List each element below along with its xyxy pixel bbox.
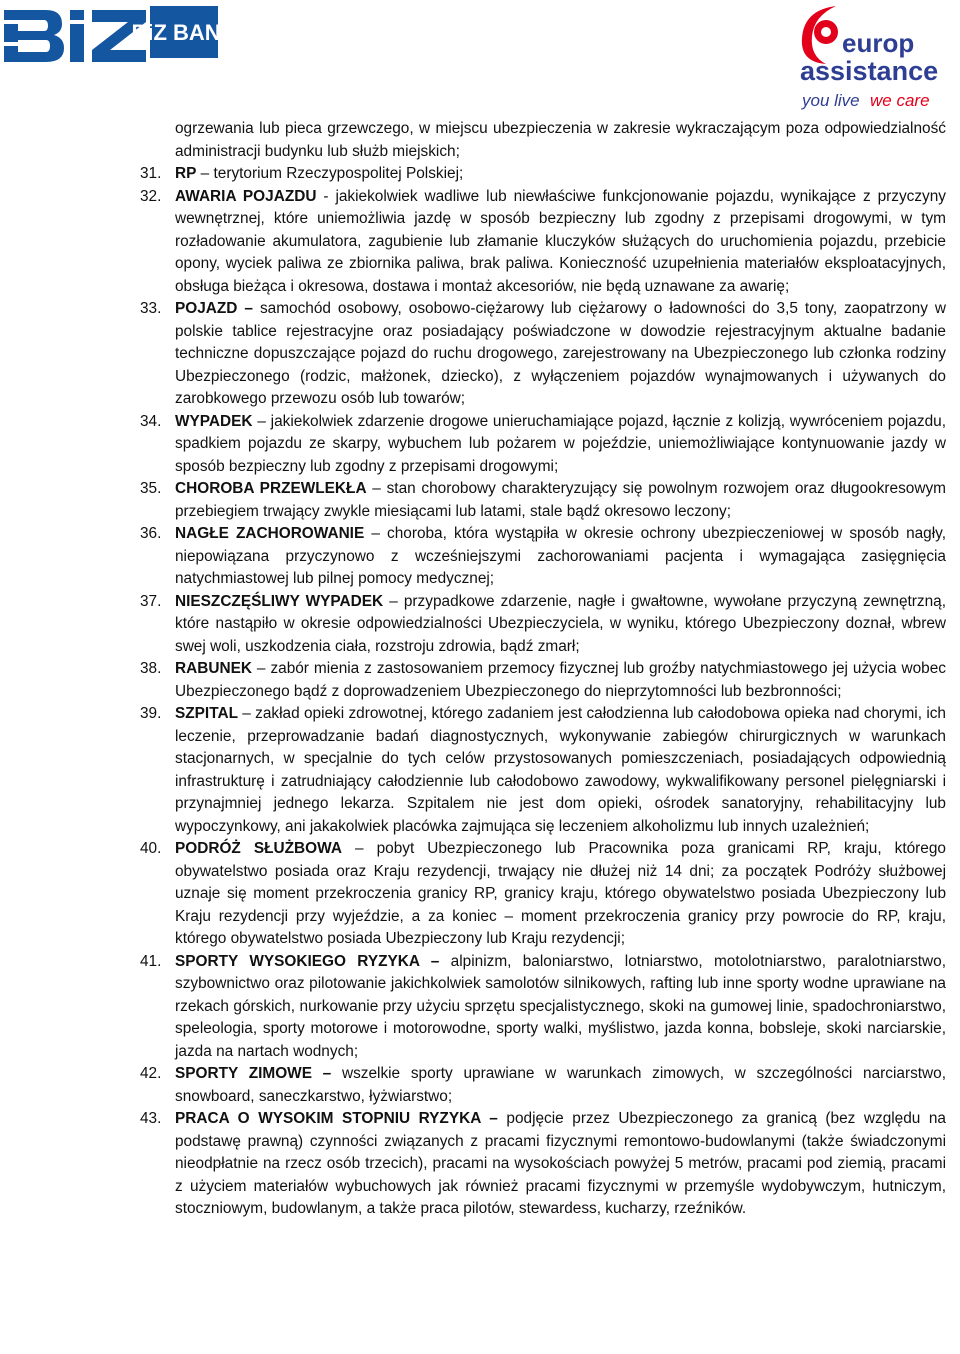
continuation-text: ogrzewania lub pieca grzewczego, w miejscu ubezpieczenia w zakresie wykraczającym poza odpowiedzialność administracji budynku lub służb miejskich; bbox=[175, 120, 946, 160]
item-term: RP bbox=[175, 165, 197, 182]
bank-word: BiZ BANK bbox=[131, 20, 237, 45]
item-text: alpinizm, baloniarstwo, lotniarstwo, motolotniarstwo, paralotniarstwo, szybownictwo oraz pilotowanie jakichkolwiek samolotów silnikowych, rafting lub inne sporty wodne uprawiane na rzekach górskich, nurkowanie przy użyciu sprzętu specjalistycznego, skoki na gumowej linie, spadochroniarstwo, speleologia, sporty motorowe i motorowodne, sporty walki, myślistwo, jazda konna, bobsleje, skoki narciarskie, jazda na nartach wodnych; bbox=[175, 952, 946, 1060]
definition-item bbox=[0, 478, 960, 523]
item-number: 36. bbox=[140, 525, 162, 542]
definition-item bbox=[0, 838, 960, 951]
item-text: – terytorium Rzeczypospolitej Polskiej; bbox=[196, 165, 464, 182]
slogan-part1: you live bbox=[802, 91, 860, 110]
definition-item bbox=[0, 411, 960, 479]
item-number: 38. bbox=[140, 660, 162, 677]
definition-item bbox=[0, 523, 960, 591]
item-term: SZPITAL bbox=[175, 705, 238, 722]
item-term: POJAZD – bbox=[175, 300, 253, 317]
item-term: WYPADEK bbox=[175, 412, 253, 430]
europ-word: europ bbox=[842, 28, 915, 58]
items-container bbox=[0, 163, 960, 1221]
definition-item bbox=[0, 1108, 960, 1221]
definition-item bbox=[0, 703, 960, 838]
item-number: 43. bbox=[140, 1110, 162, 1127]
europ-assistance-logo bbox=[796, 2, 946, 114]
item-term: PRACA O WYSOKIM STOPNIU RYZYKA – bbox=[175, 1110, 498, 1127]
item-term: NAGŁE ZACHOROWANIE bbox=[175, 525, 365, 542]
definitions-list bbox=[0, 118, 960, 1221]
definition-item bbox=[0, 186, 960, 299]
item-text: podjęcie przez Ubezpieczonego za granicą (bez względu na podstawę prawną) czynności związanych z pracami fizycznymi remontowo-budowlanymi (także świadczonymi nieodpłatnie na rzecz osób trzecich), pracami na wysokościach powyżej 5 metrów, pracami pod ziemią, pracami z użyciem materiałów wybuchowych jak również pracami fizycznymi w przemyśle wydobywczym, hutniczym, stoczniowym, budowlanym, a także praca pilotów, stewardess, kucharzy, rzeźników. bbox=[175, 1110, 946, 1217]
item-text: wszelkie sporty uprawiane w warunkach zimowych, w szczególności narciarstwo, snowboard, saneczkarstwo, łyżwiarstwo; bbox=[175, 1065, 946, 1105]
item-number: 34. bbox=[140, 412, 162, 430]
item-text: – zakład opieki zdrowotnej, którego zadaniem jest całodzienna lub całodobowa opieka nad chorymi, ich leczenie, przeprowadzanie badań diagnostycznych, wykonywanie zabiegów chirurgicznych w warunkach stacjonarnych, w specjalnie do tych celów przystosowanych pomieszczeniach, posiadających odpowiednią infrastrukturę i zatrudniający całodziennie lub całodobowo zawodowy, wykwalifikowany personel pielęgniarski i przynajmniej jednego lekarza. Szpitalem nie jest dom opieki, ośrodek sanatoryjny, rehabilitacyjny lub wypoczynkowy, ani jakakolwiek placówka zajmująca się leczeniem alkoholizmu lub innych uzależnień; bbox=[175, 705, 946, 835]
assistance-word: assistance bbox=[800, 56, 939, 86]
slogan-part2: we care bbox=[870, 91, 930, 110]
item-term: PODRÓŻ SŁUŻBOWA bbox=[175, 840, 342, 857]
item-number: 41. bbox=[140, 952, 162, 970]
item-number: 32. bbox=[140, 187, 162, 205]
definition-item bbox=[0, 591, 960, 659]
item-number: 42. bbox=[140, 1065, 162, 1082]
definition-item bbox=[0, 163, 960, 186]
item-term: AWARIA POJAZDU bbox=[175, 187, 317, 205]
page-header bbox=[0, 0, 960, 118]
item-number: 31. bbox=[140, 165, 162, 182]
item-number: 35. bbox=[140, 480, 162, 497]
item-term: SPORTY WYSOKIEGO RYZYKA – bbox=[175, 952, 440, 970]
item-text: – stan chorobowy charakteryzujący się powolnym rozwojem oraz długookresowym przebiegiem trwający zwykle miesiącami lub latami, stale bądź okresowo leczony; bbox=[175, 480, 946, 520]
item-text: – jakiekolwiek zdarzenie drogowe unieruchamiające pojazd, łącznie z kolizją, wywróceniem pojazdu, spadkiem pojazdu ze skarpy, wybuchem lub pożarem w pojeździe, uniemożliwiające kontynuowanie jazdy w sposób bezpieczny lub zgodny z przepisami drogowymi; bbox=[175, 412, 946, 475]
item-term: SPORTY ZIMOWE – bbox=[175, 1065, 332, 1082]
item-term: NIESZCZĘŚLIWY WYPADEK bbox=[175, 592, 384, 610]
item-text: – zabór mienia z zastosowaniem przemocy fizycznej lub groźby natychmiastowego jej użycia wobec Ubezpieczonego bądź z doprowadzeniem Ubezpieczonego do nieprzytomności lub bezbronności; bbox=[175, 660, 946, 700]
item-text: samochód osobowy, osobowo-ciężarowy lub ciężarowy o ładowności do 3,5 tony, zaopatrzony w polskie tablice rejestracyjne oraz posiadający poświadczone w dowodzie rejestracyjnym aktualne badanie techniczne dopuszczające pojazd do ruchu drogowego, zarejestrowany na Ubezpieczonego lub członka rodziny Ubezpieczonego (rodzic, małżonek, dziecko), z wyłączeniem pojazdów wynajmowanych i używanych do zarobkowego przewozu osób lub towarów; bbox=[175, 300, 947, 407]
biz-bank-logo bbox=[0, 2, 237, 68]
item-term: RABUNEK bbox=[175, 660, 252, 677]
item-number: 39. bbox=[140, 705, 162, 722]
definition-item bbox=[0, 951, 960, 1064]
definition-item bbox=[0, 658, 960, 703]
item-number: 40. bbox=[140, 840, 162, 857]
item-text: – przypadkowe zdarzenie, nagłe i gwałtowne, wywołane przyczyną zewnętrzną, które nastąpiło w okresie odpowiedzialności Ubezpieczyciela, w wyniku, którego Ubezpieczony doznał, wbrew swej woli, uszkodzenia ciała, rozstroju zdrowia, bądź zmarł; bbox=[175, 592, 946, 655]
definition-item bbox=[0, 298, 960, 411]
item-term: CHOROBA PRZEWLEKŁA bbox=[175, 480, 367, 497]
item-number: 33. bbox=[140, 300, 162, 317]
item-number: 37. bbox=[140, 592, 162, 610]
item-text: – pobyt Ubezpieczonego lub Pracownika poza granicami RP, kraju, którego obywatelstwo posiada oraz Kraju rezydencji, trwający nie dłużej niż 14 dni; za początek Podróży służbowej uznaje się moment przekroczenia granicy RP, granicy kraju, którego obywatelstwo posiada Ubezpieczony lub Kraju rezydencji przy wyjeździe, a za koniec – moment przekroczenia granicy przy powrocie do RP, kraju, którego obywatelstwo posiada Ubezpieczony lub Kraju rezydencji; bbox=[175, 840, 946, 947]
item-text: – choroba, która wystąpiła w okresie ochrony ubezpieczeniowej w sposób nagły, niepowiązana przyczynowo z wcześniejszymi zachorowaniami pacjenta i wymagająca zasięgnięcia natychmiastowej lub pilnej pomocy medycznej; bbox=[175, 525, 946, 587]
item-text: - jakiekolwiek wadliwe lub niewłaściwe funkcjonowanie pojazdu, wynikające z przyczyny wewnętrznej, które uniemożliwia jazdę w sposób bezpieczny lub zgodny z przepisami drogowymi, w tym rozładowanie akumulatora, zagubienie lub złamanie kluczyków służących do uruchomienia pojazdu, przebicie opony, wyciek paliwa ze zbiornika paliwa, brak paliwa. Konieczność uzupełnienia materiałów eksploatacyjnych, obsługa bieżąca i okresowa, dostawa i montaż akcesoriów, nie będą uznawane za awarię; bbox=[175, 187, 947, 295]
definition-item bbox=[0, 1063, 960, 1108]
